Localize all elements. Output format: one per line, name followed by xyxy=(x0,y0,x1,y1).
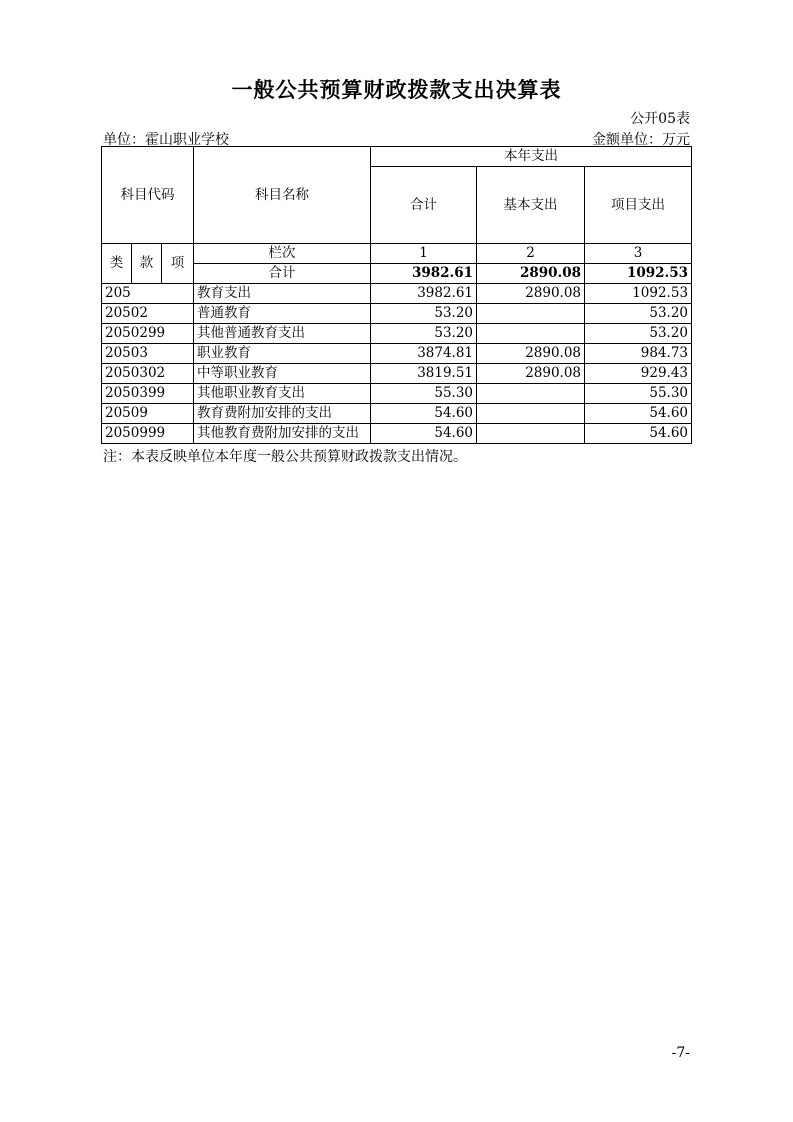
row-subject-code: 2050302 xyxy=(102,364,194,384)
row-basic: 2890.08 xyxy=(477,364,585,384)
total-row-basic: 2890.08 xyxy=(477,264,585,284)
table-row xyxy=(102,404,692,424)
row-total: 55.30 xyxy=(371,384,477,404)
row-subject-name: 教育费附加安排的支出 xyxy=(194,404,371,424)
row-subject-name: 其他普通教育支出 xyxy=(194,324,371,344)
column-number-label: 栏次 xyxy=(194,244,371,264)
table-row xyxy=(102,384,692,404)
column-number-3: 3 xyxy=(585,244,692,264)
table-row xyxy=(102,424,692,444)
page-title: 一般公共预算财政拨款支出决算表 xyxy=(231,78,562,102)
row-subject-code: 2050399 xyxy=(102,384,194,404)
header-year-expense: 本年支出 xyxy=(371,147,692,167)
total-row-label: 合计 xyxy=(194,264,371,284)
row-project: 1092.53 xyxy=(585,284,692,304)
row-subject-name: 普通教育 xyxy=(194,304,371,324)
row-basic xyxy=(477,384,585,404)
expense-table xyxy=(101,146,692,444)
row-project: 53.20 xyxy=(585,324,692,344)
row-project: 53.20 xyxy=(585,304,692,324)
column-number-1: 1 xyxy=(371,244,477,264)
header-kuan: 款 xyxy=(132,244,162,284)
row-project: 55.30 xyxy=(585,384,692,404)
row-subject-code: 20503 xyxy=(102,344,194,364)
row-basic xyxy=(477,424,585,444)
header-subject-name: 科目名称 xyxy=(194,147,371,244)
header-lei: 类 xyxy=(102,244,132,284)
total-row-project: 1092.53 xyxy=(585,264,692,284)
row-subject-code: 2050999 xyxy=(102,424,194,444)
row-subject-code: 2050299 xyxy=(102,324,194,344)
header-xiang: 项 xyxy=(162,244,194,284)
table-row xyxy=(102,284,692,304)
row-subject-name: 中等职业教育 xyxy=(194,364,371,384)
header-subject-code: 科目代码 xyxy=(102,147,194,244)
row-subject-name: 职业教育 xyxy=(194,344,371,364)
table-note: 注：本表反映单位本年度一般公共预算财政拨款支出情况。 xyxy=(103,449,467,465)
row-basic xyxy=(477,304,585,324)
row-total: 3874.81 xyxy=(371,344,477,364)
row-total: 53.20 xyxy=(371,324,477,344)
row-total: 3819.51 xyxy=(371,364,477,384)
table-row xyxy=(102,344,692,364)
table-row xyxy=(102,364,692,384)
form-number: 公开05表 xyxy=(630,111,690,127)
header-row-1 xyxy=(102,147,692,167)
row-subject-name: 其他教育费附加安排的支出 xyxy=(194,424,371,444)
row-total: 54.60 xyxy=(371,424,477,444)
amount-unit-label: 金额单位：万元 xyxy=(592,132,690,148)
row-basic xyxy=(477,404,585,424)
header-total: 合计 xyxy=(371,167,477,244)
table-row xyxy=(102,324,692,344)
row-project: 984.73 xyxy=(585,344,692,364)
page-number: -7- xyxy=(671,1045,690,1061)
row-subject-name: 教育支出 xyxy=(194,284,371,304)
row-subject-code: 205 xyxy=(102,284,194,304)
total-row-total: 3982.61 xyxy=(371,264,477,284)
row-total: 3982.61 xyxy=(371,284,477,304)
row-project: 54.60 xyxy=(585,404,692,424)
column-number-2: 2 xyxy=(477,244,585,264)
header-project: 项目支出 xyxy=(585,167,692,244)
row-subject-code: 20509 xyxy=(102,404,194,424)
table-row xyxy=(102,304,692,324)
row-subject-code: 20502 xyxy=(102,304,194,324)
row-total: 54.60 xyxy=(371,404,477,424)
row-project: 54.60 xyxy=(585,424,692,444)
row-basic: 2890.08 xyxy=(477,284,585,304)
row-basic xyxy=(477,324,585,344)
row-basic: 2890.08 xyxy=(477,344,585,364)
row-total: 53.20 xyxy=(371,304,477,324)
row-subject-name: 其他职业教育支出 xyxy=(194,384,371,404)
column-number-row xyxy=(102,244,692,264)
unit-label: 单位：霍山职业学校 xyxy=(103,132,229,148)
header-basic: 基本支出 xyxy=(477,167,585,244)
row-project: 929.43 xyxy=(585,364,692,384)
